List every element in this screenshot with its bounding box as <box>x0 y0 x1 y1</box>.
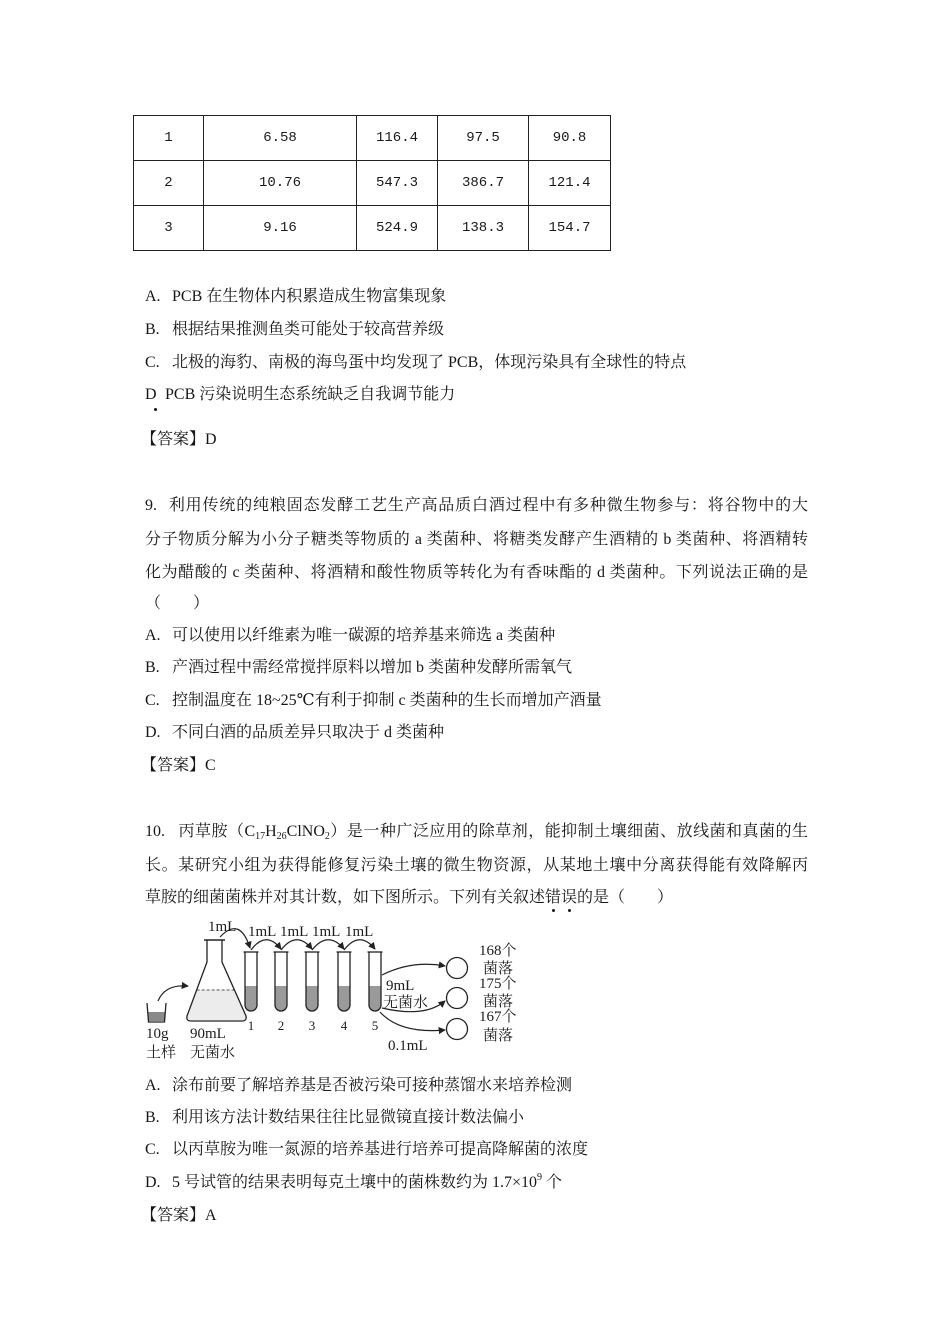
tube-liquid <box>338 986 350 1011</box>
q10-stem-line-3 <box>145 888 673 908</box>
table-cell: 6.58 <box>204 116 357 161</box>
transfer-volume-label: 1mL <box>345 924 374 940</box>
option-text: 以丙草胺为唯一氮源的培养基进行培养可提高降解菌的浓度 <box>172 1141 589 1158</box>
q9-option-b <box>145 658 572 678</box>
table-cell: 9.16 <box>204 206 357 251</box>
q10-option-d <box>145 1173 562 1193</box>
transfer-arrow-5 <box>344 940 375 950</box>
q9-option-c <box>145 691 602 711</box>
formula-element: ClNO <box>286 823 325 840</box>
stem-text: ）是一种广泛应用的除草剂，能抑制土壤细菌、放线菌和真菌的生 <box>329 823 808 840</box>
test-tube-2 <box>274 952 289 1011</box>
question-number: 10. <box>145 823 165 840</box>
option-label: A. <box>145 627 161 644</box>
table-cell: 3 <box>134 206 204 251</box>
option-label: A. <box>145 288 161 305</box>
table-cell: 138.3 <box>438 206 529 251</box>
q10-option-b <box>145 1108 524 1128</box>
q9-answer: 【答案】C <box>141 757 216 774</box>
option-label: B. <box>145 659 160 676</box>
table-cell: 524.9 <box>357 206 438 251</box>
q8-option-a <box>145 287 446 307</box>
option-text: 个 <box>542 1174 563 1191</box>
q9-stem-line-1 <box>145 496 808 516</box>
beaker-soil <box>148 1012 165 1021</box>
table-row <box>134 206 611 251</box>
q10-stem-line-1 <box>145 822 808 842</box>
q10-option-a <box>145 1076 572 1096</box>
stem-text: 丙草胺（ <box>178 823 245 840</box>
tube-number: 3 <box>308 1018 316 1033</box>
transfer-volume-label: 1mL <box>280 924 309 940</box>
table-cell: 121.4 <box>529 161 611 206</box>
transfer-volume-label: 1mL <box>312 924 341 940</box>
stem-text: 利用传统的纯粮固态发酵工艺生产高品质白酒过程中有多种微生物参与：将谷物中的大 <box>168 497 808 514</box>
formula-element: C <box>244 823 256 840</box>
table-cell: 1 <box>134 116 204 161</box>
option-label: D. <box>145 724 161 741</box>
serial-dilution-figure <box>140 915 540 1065</box>
q8-answer: 【答案】D <box>141 431 217 448</box>
petri-dish-3 <box>447 1019 468 1040</box>
table-cell: 90.8 <box>529 116 611 161</box>
option-label: C. <box>145 692 160 709</box>
tube-number: 4 <box>340 1018 348 1033</box>
option-label: B. <box>145 1109 160 1126</box>
dilution-volume-label: 9mL <box>386 978 415 994</box>
option-label: C. <box>145 354 160 371</box>
question-number: 9. <box>145 497 157 514</box>
table-row <box>134 116 611 161</box>
colony-label: 菌落 <box>483 1028 514 1044</box>
formula-subscript: 26 <box>276 831 287 842</box>
q8-option-b <box>145 320 444 340</box>
pcb-data-table <box>133 115 611 251</box>
tube-number: 1 <box>247 1018 255 1033</box>
formula-element: H <box>265 823 277 840</box>
soil-label: 土样 <box>146 1045 177 1061</box>
option-text: 涂布前要了解培养基是否被污染可接种蒸馏水来培养检测 <box>172 1077 573 1094</box>
q8-option-d <box>145 385 455 405</box>
flask-volume-label: 90mL <box>190 1026 226 1042</box>
q9-stem-line-4: （ ） <box>145 595 210 612</box>
option-text: 根据结果推测鱼类可能处于较高营养级 <box>172 321 445 338</box>
plating-volume-label: 0.1mL <box>388 1038 428 1054</box>
stem-text: 的是（ ） <box>577 889 674 906</box>
petri-dish-1 <box>447 958 468 979</box>
option-text: PCB 污染说明生态系统缺乏自我调节能力 <box>165 386 456 403</box>
colony-label: 菌落 <box>483 961 514 977</box>
option-text: 控制温度在 18~25℃有利于抑制 c 类菌种的生长而增加产酒量 <box>172 692 602 709</box>
table-cell: 116.4 <box>357 116 438 161</box>
table-cell: 154.7 <box>529 206 611 251</box>
option-label: C. <box>145 1141 160 1158</box>
stem-text: 草胺的细菌菌株并对其计数，如下图所示。下列有关叙述 <box>145 889 546 906</box>
tube-number: 2 <box>277 1018 285 1033</box>
tube-liquid <box>245 986 257 1011</box>
tube-liquid <box>306 986 318 1011</box>
transfer-volume-label: 1mL <box>208 919 237 935</box>
option-text: PCB 在生物体内积累造成生物富集现象 <box>172 288 447 305</box>
test-tube-5 <box>368 952 383 1011</box>
exponent: 9 <box>537 1172 543 1183</box>
colony-label: 菌落 <box>483 994 514 1010</box>
tube-number: 5 <box>371 1018 379 1033</box>
tube-liquid <box>369 986 381 1011</box>
plating-arrow-1 <box>382 964 445 975</box>
q9-stem-line-3: 化为醋酸的 c 类菌种、将酒精和酸性物质等转化为有香味酯的 d 类菌种。下列说法正确的是 <box>145 564 808 581</box>
table-cell: 10.76 <box>204 161 357 206</box>
formula-subscript: 2 <box>324 831 330 842</box>
option-text: 北极的海豹、南极的海鸟蛋中均发现了 PCB，体现污染具有全球性的特点 <box>172 354 687 371</box>
table-cell: 386.7 <box>438 161 529 206</box>
tube-liquid <box>275 986 287 1011</box>
table-cell: 2 <box>134 161 204 206</box>
option-text: 不同白酒的品质差异只取决于 d 类菌种 <box>172 724 445 741</box>
option-text: 利用该方法计数结果往往比显微镜直接计数法偏小 <box>172 1109 525 1126</box>
test-tube-4 <box>337 952 352 1011</box>
q9-stem-line-2: 分子物质分解为小分子糖类等物质的 a 类菌种、将糖类发酵产生酒精的 b 类菌种、将酒精转 <box>145 531 808 548</box>
flask-water-label: 无菌水 <box>190 1045 236 1061</box>
soil-mass-label: 10g <box>146 1026 169 1042</box>
q8-option-c <box>145 353 686 373</box>
option-label: A. <box>145 1077 161 1094</box>
flask-liquid <box>187 990 246 1020</box>
table-row <box>134 161 611 206</box>
plating-arrow-3 <box>380 1012 445 1031</box>
option-text: 5 号试管的结果表明每克土壤中的菌株数约为 1.7×10 <box>172 1174 538 1191</box>
colony-count: 168个 <box>479 943 517 959</box>
soil-beaker <box>147 1003 166 1022</box>
colony-count: 175个 <box>479 976 517 992</box>
table-cell: 97.5 <box>438 116 529 161</box>
option-text: 产酒过程中需经常搅拌原料以增加 b 类菌种发酵所需氧气 <box>172 659 573 676</box>
q9-option-a <box>145 626 555 646</box>
test-tube-1 <box>244 952 259 1011</box>
transfer-arrow-2 <box>251 940 281 950</box>
option-label: D. <box>145 1174 161 1191</box>
transfer-arrow-soil <box>158 986 188 1001</box>
erlenmeyer-flask <box>187 940 246 1021</box>
colony-count: 167个 <box>479 1009 517 1025</box>
table-cell: 547.3 <box>357 161 438 206</box>
emphasis-char: 错 <box>545 889 562 906</box>
test-tube-3 <box>305 952 320 1011</box>
transfer-arrow-3 <box>281 940 312 950</box>
transfer-volume-label: 1mL <box>248 924 277 940</box>
transfer-arrow-4 <box>312 940 344 950</box>
option-text: 可以使用以纤维素为唯一碳源的培养基来筛选 a 类菌种 <box>172 627 556 644</box>
emphasis-char: 误 <box>561 889 578 906</box>
q9-option-d <box>145 723 444 743</box>
formula-subscript: 17 <box>255 831 266 842</box>
option-label: B. <box>145 321 160 338</box>
dilution-water-label: 无菌水 <box>383 995 429 1011</box>
q10-stem-line-2: 长。某研究小组为获得能修复污染土壤的微生物资源，从某地土壤中分离获得能有效降解丙 <box>145 857 808 874</box>
q10-option-c <box>145 1140 588 1160</box>
petri-dish-2 <box>447 988 468 1009</box>
option-label: D <box>145 385 165 405</box>
q10-answer: 【答案】A <box>141 1207 217 1224</box>
